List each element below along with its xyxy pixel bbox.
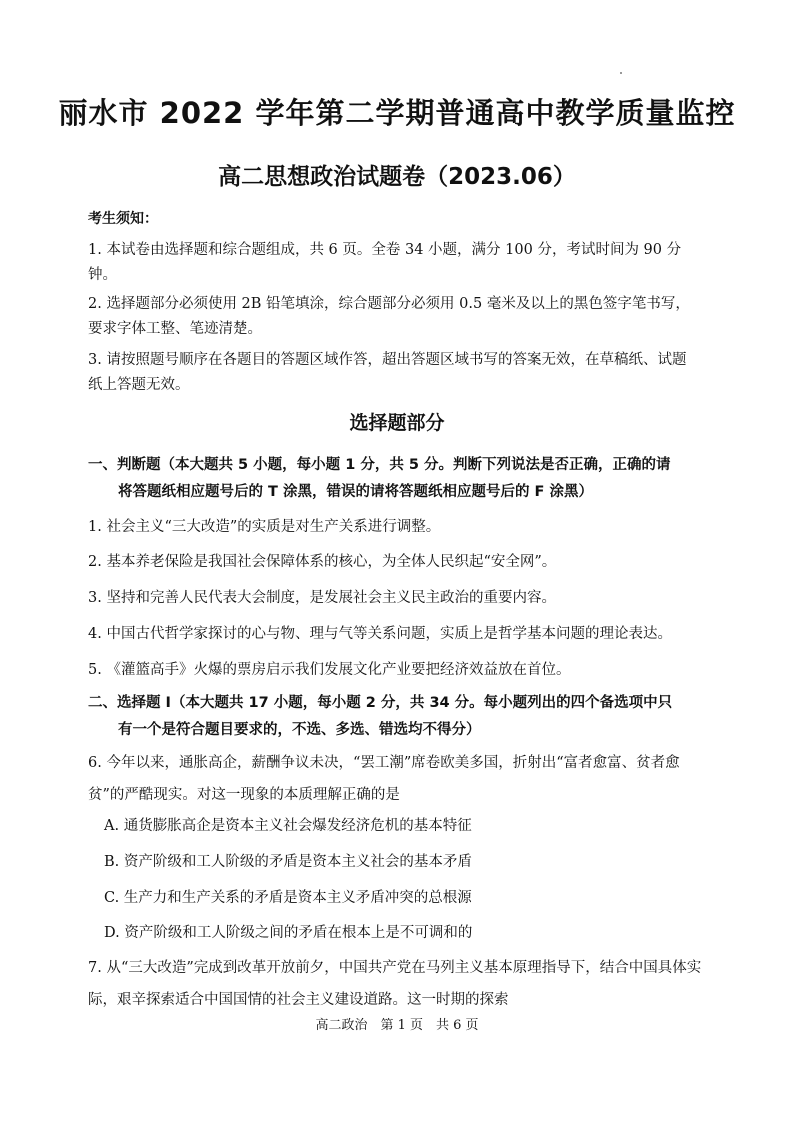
part2-heading bbox=[88, 690, 708, 744]
scan-dot bbox=[620, 72, 622, 74]
question-7-stem: 7. 从“三大改造”完成到改革开放前夕，中国共产党在马列主义基本原理指导下，结合中国具体实际，艰辛探索适合中国国情的社会主义建设道路。这一时期的探索 bbox=[88, 960, 702, 1008]
question-6-option-a: A. 通货膨胀高企是资本主义社会爆发经济危机的基本特征 bbox=[104, 818, 472, 834]
section-title: 选择题部分 bbox=[349, 412, 445, 434]
notice-item: 3. 请按照题号顺序在各题目的答题区域作答，超出答题区域书写的答案无效，在草稿纸、试题纸上答题无效。 bbox=[88, 352, 687, 393]
notice-heading: 考生须知： bbox=[88, 211, 158, 227]
question-6-option-c: C. 生产力和生产关系的矛盾是资本主义矛盾冲突的总根源 bbox=[104, 890, 472, 906]
question-6-option-b: B. 资产阶级和工人阶级的矛盾是资本主义社会的基本矛盾 bbox=[104, 854, 472, 870]
part1-heading bbox=[88, 452, 708, 506]
judge-question-4: 4. 中国古代哲学家探讨的心与物、理与气等关系问题，实质上是哲学基本问题的理论表达。 bbox=[88, 626, 672, 642]
judge-question-5: 5. 《灌篮高手》火爆的票房启示我们发展文化产业要把经济效益放在首位。 bbox=[88, 662, 571, 678]
notice-item: 1. 本试卷由选择题和综合题组成，共 6 页。全卷 34 小题，满分 100 分，考试时间为 90 分钟。 bbox=[88, 242, 682, 283]
judge-question-2: 2. 基本养老保险是我国社会保障体系的核心，为全体人民织起“安全网”。 bbox=[88, 554, 557, 570]
part1-heading-line1: 一、判断题（本大题共 5 小题，每小题 1 分，共 5 分。判断下列说法是否正确，正确的请 bbox=[88, 457, 671, 473]
judge-question-1: 1. 社会主义“三大改造”的实质是对生产关系进行调整。 bbox=[88, 519, 441, 535]
part2-heading-line1: 二、选择题 Ⅰ（本大题共 17 小题，每小题 2 分，共 34 分。每小题列出的四个备选项中只 bbox=[88, 695, 673, 711]
question-6-option-d: D. 资产阶级和工人阶级之间的矛盾在根本上是不可调和的 bbox=[104, 925, 473, 941]
judge-question-3: 3. 坚持和完善人民代表大会制度，是发展社会主义民主政治的重要内容。 bbox=[88, 590, 556, 606]
notice-item: 2. 选择题部分必须使用 2B 铅笔填涂，综合题部分必须用 0.5 毫米及以上的黑色签字笔书写，要求字体工整、笔迹清楚。 bbox=[88, 296, 690, 337]
part2-heading-line2: 有一个是符合题目要求的，不选、多选、错选均不得分） bbox=[118, 722, 481, 738]
part1-heading-line2: 将答题纸相应题号后的 T 涂黑，错误的请将答题纸相应题号后的 F 涂黑） bbox=[118, 484, 593, 500]
exam-title: 丽水市 2022 学年第二学期普通高中教学质量监控 bbox=[58, 96, 736, 130]
exam-subtitle: 高二思想政治试题卷（2023.06） bbox=[218, 164, 576, 190]
question-6-stem: 6. 今年以来，通胀高企，薪酬争议未决，“罢工潮”席卷欧美多国，折射出“富者愈富、贫者愈贫”的严酷现实。对这一现象的本质理解正确的是 bbox=[88, 755, 680, 803]
page-footer: 高二政治 第 1 页 共 6 页 bbox=[315, 1018, 479, 1033]
